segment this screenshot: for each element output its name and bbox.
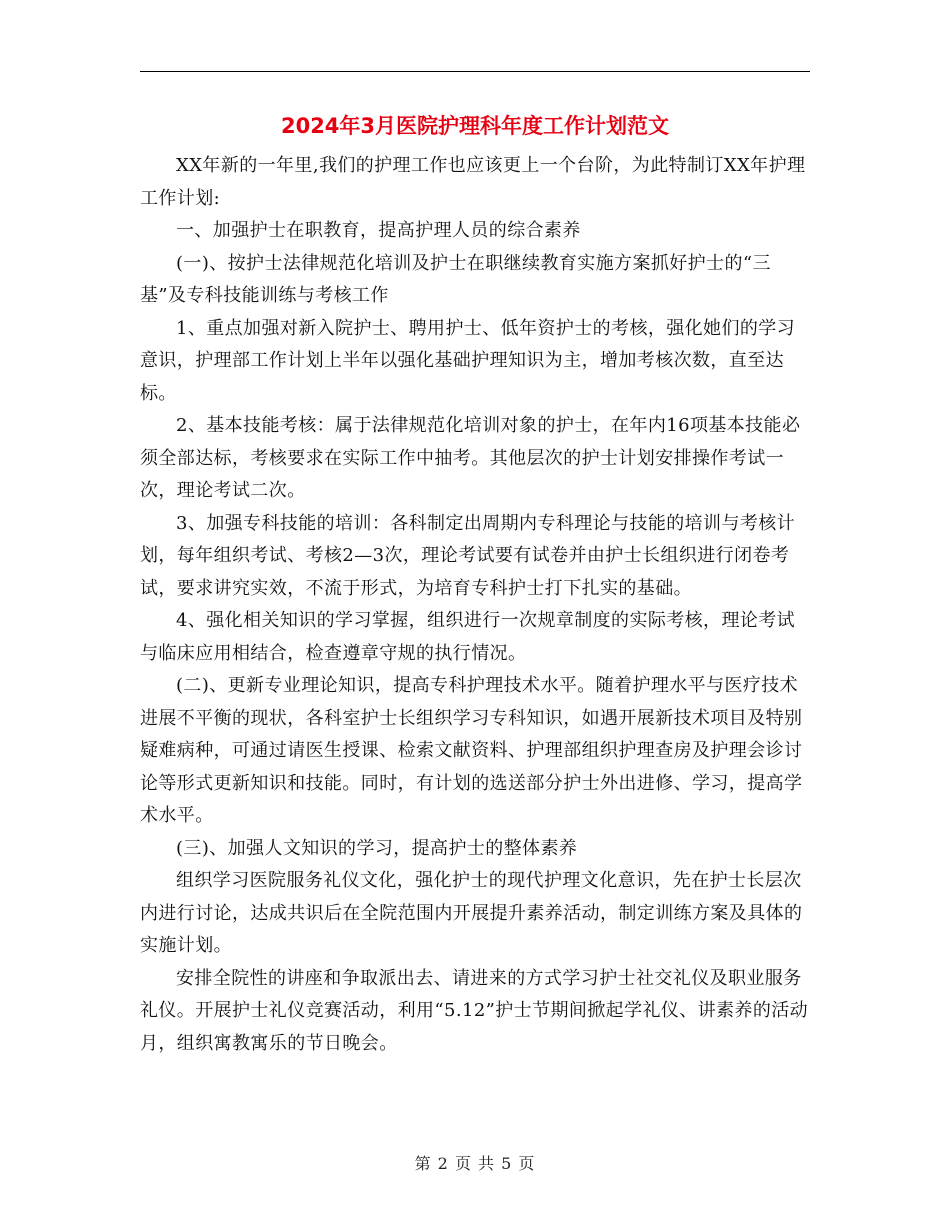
document-body (140, 150, 812, 1060)
list-item-2: 2、基本技能考核：属于法律规范化培训对象的护士，在年内16项基本技能必须全部达标，考核要求在实际工作中抽考。其他层次的护士计划安排操作考试一次，理论考试二次。 (140, 415, 801, 501)
page-number: 第 2 页 共 5 页 (414, 1154, 536, 1173)
paragraph-intro: XX年新的一年里,我们的护理工作也应该更上一个台阶，为此特制订XX年护理工作计划: (140, 155, 806, 209)
subsection-heading-2: (二)、更新专业理论知识，提高专科护理技术水平。随着护理水平与医疗技术进展不平衡的现状，各科室护士长组织学习专科知识，如遇开展新技术项目及特别疑难病种，可通过请医生授课、检索文献资料、护理部组织护理查房及护理会诊讨论等形式更新知识和技能。同时，有计划的选送部分护士外出进修、学习，提高学术水平。 (140, 675, 803, 826)
list-item-4: 4、强化相关知识的学习掌握，组织进行一次规章制度的实际考核，理论考试与临床应用相结合，检查遵章守规的执行情况。 (140, 610, 796, 664)
subsection-heading-1: (一)、按护士法律规范化培训及护士在职继续教育实施方案抓好护士的“三基”及专科技能训练与考核工作 (140, 252, 771, 306)
header-rule (140, 71, 810, 72)
paragraph-etiquette: 组织学习医院服务礼仪文化，强化护士的现代护理文化意识，先在护士长层次内进行讨论，达成共识后在全院范围内开展提升素养活动，制定训练方案及具体的实施计划。 (140, 870, 803, 956)
paragraph-activities: 安排全院性的讲座和争取派出去、请进来的方式学习护士社交礼仪及职业服务礼仪。开展护士礼仪竞赛活动，利用“5.12”护士节期间掀起学礼仪、讲素养的活动月，组织寓教寓乐的节日晚会。 (140, 967, 809, 1054)
document-title: 2024年3月医院护理科年度工作计划范文 (280, 114, 670, 138)
list-item-3: 3、加强专科技能的培训：各科制定出周期内专科理论与技能的培训与考核计划，每年组织考试、考核2—3次，理论考试要有试卷并由护士长组织进行闭卷考试，要求讲究实效，不流于形式，为培育专科护士打下扎实的基础。 (140, 512, 796, 599)
subsection-heading-3: (三)、加强人文知识的学习，提高护士的整体素养 (176, 837, 578, 859)
section-heading-1: 一、加强护士在职教育，提高护理人员的综合素养 (176, 220, 581, 241)
list-item-1: 1、重点加强对新入院护士、聘用护士、低年资护士的考核，强化她们的学习意识，护理部工作计划上半年以强化基础护理知识为主，增加考核次数，直至达标。 (140, 317, 796, 404)
